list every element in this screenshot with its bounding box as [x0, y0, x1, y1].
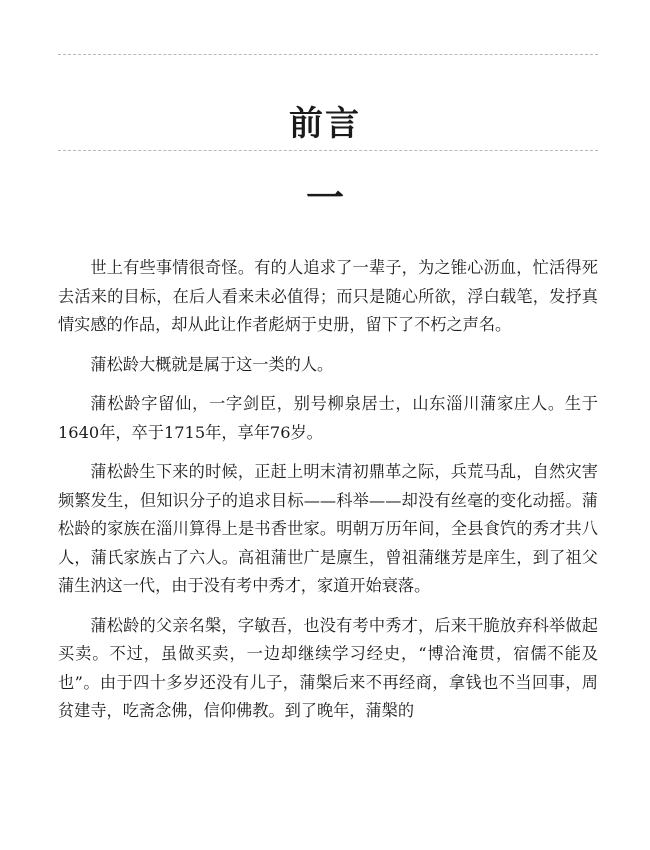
top-divider — [58, 54, 598, 55]
paragraph: 蒲松龄字留仙，一字剑臣，别号柳泉居士，山东淄川蒲家庄人。生于1640年，卒于1715年，享年76岁。 — [58, 394, 598, 442]
paragraph: 蒲松龄大概就是属于这一类的人。 — [90, 354, 334, 374]
paragraph: 世上有些事情很奇怪。有的人追求了一辈子，为之锥心沥血，忙活得死去活来的目标，在后人看来未必值得；而只是随心所欲，浮白载笔，发抒真情实感的作品，却从此让作者彪炳于史册，留下了不朽之声名。 — [58, 258, 598, 334]
chapter-title: 前言 — [289, 103, 361, 144]
paragraph: 蒲松龄生下来的时候，正赶上明末清初鼎革之际，兵荒马乱，自然灾害频繁发生，但知识分子的追求目标——科举——却没有丝毫的变化动摇。蒲松龄的家族在淄川算得上是书香世家。明朝万历年间，全县食饩的秀才共八人，蒲氏家族占了六人。高祖蒲世广是廪生，曾祖蒲继芳是庠生，到了祖父蒲生汭这一代，由于没有考中秀才，家道开始衰落。 — [58, 462, 598, 595]
section-number: 一 — [305, 175, 344, 220]
bottom-divider — [58, 150, 598, 151]
body-text — [58, 254, 598, 737]
paragraph: 蒲松龄的父亲名槃，字敏吾，也没有考中秀才，后来干脆放弃科举做起买卖。不过，虽做买卖，一边却继续学习经史，“博洽淹贯，宿儒不能及也”。由于四十多岁还没有儿子，蒲槃后来不再经商，拿钱也不当回事，周贫建寺，吃斋念佛，信仰佛教。到了晚年，蒲槃的 — [58, 615, 598, 720]
